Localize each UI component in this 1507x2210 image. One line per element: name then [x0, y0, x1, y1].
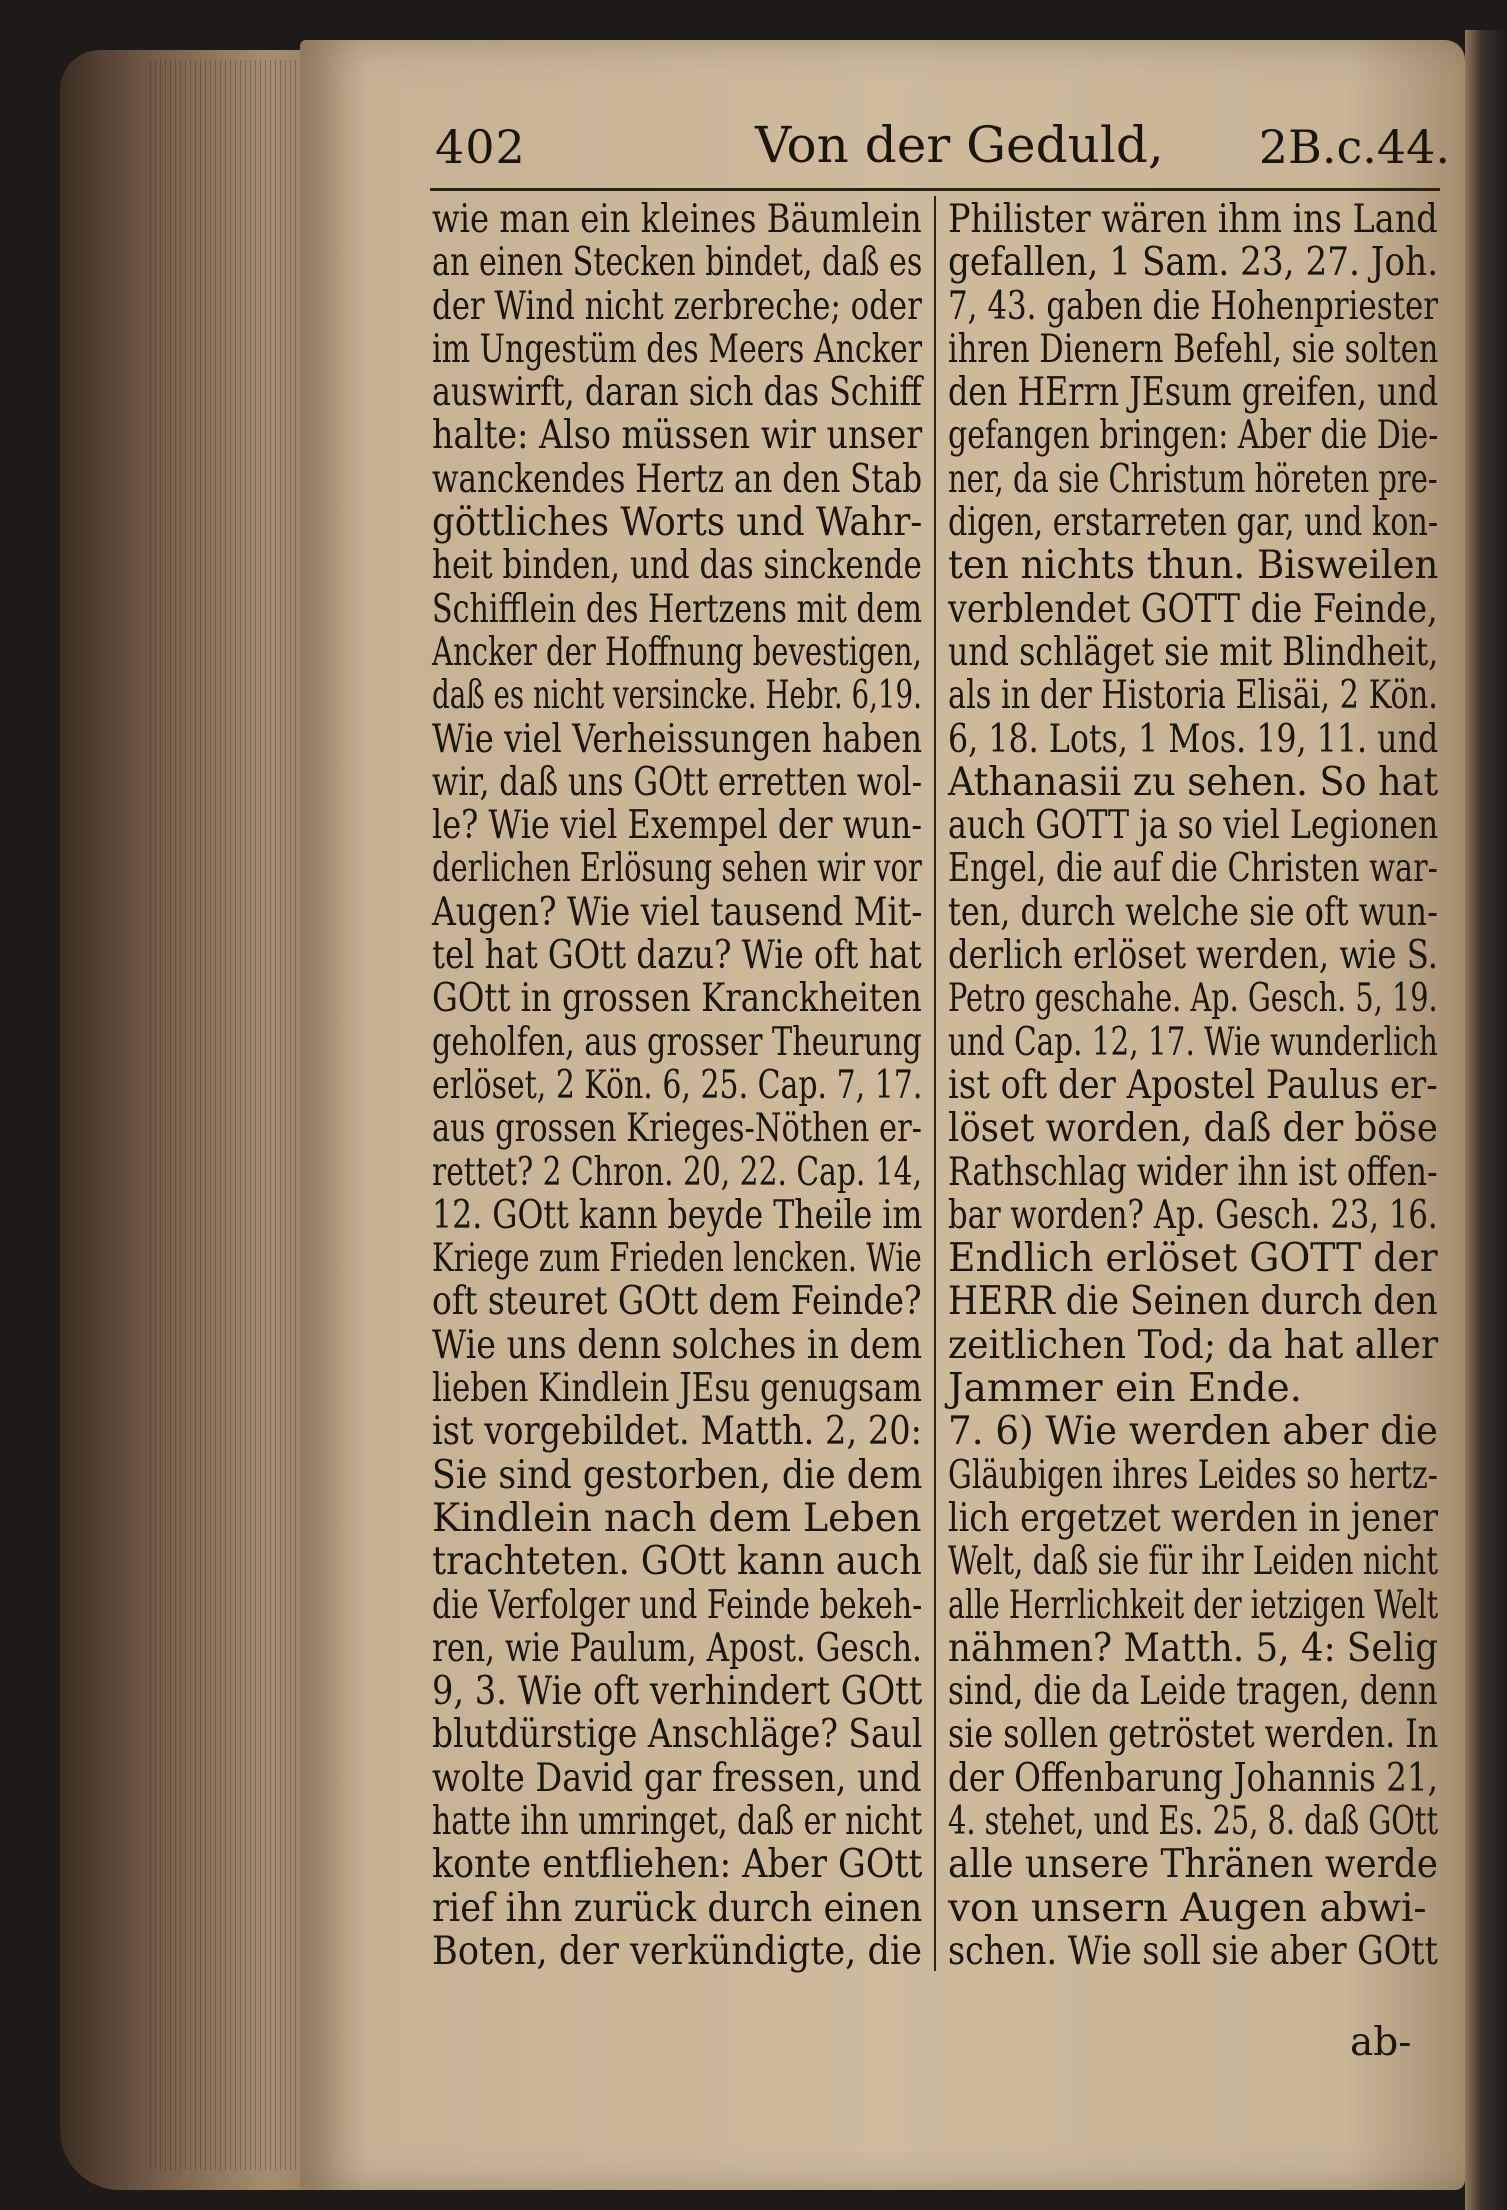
- text-line: und schläget sie mit Blindheit,: [948, 629, 1439, 675]
- text-line: 12. GOtt kann beyde Theile im: [432, 1192, 923, 1238]
- text-line: HERR die Seinen durch den: [948, 1279, 1438, 1325]
- header-rule: [430, 188, 1440, 191]
- text-line: Ancker der Hoffnung bevestigen,: [432, 629, 922, 675]
- gutter-shadow: [1465, 30, 1507, 2210]
- chapter-reference: 2B.c.44.: [1258, 120, 1450, 174]
- text-line: lich ergetzet werden in jener: [948, 1495, 1439, 1541]
- right-text-column: [948, 198, 1448, 1973]
- text-line: wie man ein kleines Bäumlein: [432, 197, 922, 242]
- text-line: konte entfliehen: Aber GOtt: [432, 1842, 923, 1888]
- text-line: ten, durch welche sie oft wun-: [948, 889, 1438, 935]
- text-line: digen, erstarreten gar, und kon-: [948, 500, 1439, 546]
- text-line: geholfen, aus grosser Theurung: [432, 1019, 922, 1065]
- text-line: Wie viel Verheissungen haben: [432, 716, 923, 762]
- page-edges: [150, 60, 310, 2170]
- text-line: auswirft, daran sich das Schiff: [432, 370, 922, 416]
- text-line: gefallen, 1 Sam. 23, 27. Joh.: [948, 240, 1439, 286]
- text-line: heit binden, und das sinckende: [432, 543, 922, 589]
- text-line: nähmen? Matth. 5, 4: Selig: [948, 1625, 1439, 1671]
- text-line: derlichen Erlösung sehen wir vor: [432, 846, 922, 892]
- left-text-column: [432, 198, 932, 1973]
- text-line: le? Wie viel Exempel der wun-: [432, 803, 922, 849]
- page-header: [435, 116, 1450, 180]
- text-line: Gläubigen ihres Leides so hertz-: [948, 1452, 1438, 1498]
- text-line: ten nichts thun. Bisweilen: [948, 543, 1439, 589]
- text-line: Jammer ein Ende.: [948, 1366, 1303, 1412]
- text-line: derlich erlöset werden, wie S.: [948, 933, 1438, 979]
- text-line: wanckendes Hertz an den Stab: [432, 456, 923, 502]
- text-line: blutdürstige Anschläge? Saul: [432, 1712, 923, 1758]
- text-line: auch GOTT ja so viel Legionen: [948, 803, 1439, 849]
- text-line: Philister wären ihm ins Land: [948, 197, 1438, 242]
- text-line: schen. Wie soll sie aber GOtt: [948, 1928, 1438, 1974]
- text-line: der Wind nicht zerbreche; oder: [432, 283, 922, 329]
- text-line: rief ihn zurück durch einen: [432, 1885, 923, 1931]
- text-line: Endlich erlöset GOTT der: [948, 1236, 1438, 1282]
- text-line: Kriege zum Frieden lencken. Wie: [432, 1236, 922, 1282]
- text-line: verblendet GOTT die Feinde,: [948, 586, 1438, 632]
- text-line: GOtt in grossen Kranckheiten: [432, 976, 922, 1022]
- running-title: Von der Geduld,: [755, 116, 1164, 174]
- text-line: sie sollen getröstet werden. In: [948, 1712, 1439, 1758]
- text-line: lieben Kindlein JEsu genugsam: [432, 1366, 922, 1412]
- text-line: ihren Dienern Befehl, sie solten: [948, 326, 1439, 372]
- text-line: an einen Stecken bindet, daß es: [432, 240, 923, 286]
- text-line: rettet? 2 Chron. 20, 22. Cap. 14,: [432, 1149, 923, 1195]
- text-line: ren, wie Paulum, Apost. Gesch.: [432, 1625, 922, 1671]
- text-line: Petro geschahe. Ap. Gesch. 5, 19.: [948, 976, 1438, 1022]
- text-line: göttliches Worts und Wahr-: [432, 500, 923, 546]
- text-line: ner, da sie Christum höreten pre-: [948, 456, 1438, 502]
- text-line: 7, 43. gaben die Hohenpriester: [948, 283, 1439, 329]
- page-number: 402: [435, 120, 526, 174]
- text-line: Kindlein nach dem Leben: [432, 1495, 922, 1541]
- text-line: aus grossen Krieges-Nöthen er-: [432, 1106, 922, 1152]
- text-line: Engel, die auf die Christen war-: [948, 846, 1438, 892]
- text-line: daß es nicht versincke. Hebr. 6,19.: [432, 673, 922, 719]
- text-line: Boten, der verkündigte, die: [432, 1928, 922, 1974]
- text-line: 7. 6) Wie werden aber die: [948, 1409, 1438, 1455]
- text-line: löset worden, daß der böse: [948, 1106, 1438, 1152]
- text-line: Wie uns denn solches in dem: [432, 1322, 923, 1368]
- text-line: gefangen bringen: Aber die Die-: [948, 413, 1439, 459]
- text-line: Sie sind gestorben, die dem: [432, 1452, 923, 1498]
- text-line: von unsern Augen abwi-: [948, 1885, 1427, 1931]
- text-line: bar worden? Ap. Gesch. 23, 16.: [948, 1192, 1438, 1238]
- text-line: Welt, daß sie für ihr Leiden nicht: [948, 1539, 1439, 1585]
- text-line: 9, 3. Wie oft verhindert GOtt: [432, 1669, 923, 1715]
- text-line: im Ungestüm des Meers Ancker: [432, 326, 923, 372]
- text-line: wolte David gar fressen, und: [432, 1755, 922, 1801]
- text-line: erlöset, 2 Kön. 6, 25. Cap. 7, 17.: [432, 1062, 923, 1108]
- text-line: alle unsere Thränen werde: [948, 1842, 1439, 1888]
- text-line: wir, daß uns GOtt erretten wol-: [432, 759, 923, 805]
- text-line: alle Herrlichkeit der ietzigen Welt: [948, 1582, 1439, 1628]
- text-line: die Verfolger und Feinde bekeh-: [432, 1582, 923, 1628]
- text-line: 4. stehet, und Es. 25, 8. daß GOtt: [948, 1798, 1439, 1844]
- text-line: zeitlichen Tod; da hat aller: [948, 1322, 1439, 1368]
- text-line: tel hat GOtt dazu? Wie oft hat: [432, 933, 922, 979]
- text-line: halte: Also müssen wir unser: [432, 413, 923, 459]
- text-line: ist oft der Apostel Paulus er-: [948, 1062, 1438, 1108]
- text-line: Augen? Wie viel tausend Mit-: [432, 889, 923, 935]
- catchword: ab-: [1350, 2020, 1412, 2065]
- text-line: Rathschlag wider ihn ist offen-: [948, 1149, 1438, 1195]
- text-line: oft steuret GOtt dem Feinde?: [432, 1279, 922, 1325]
- text-line: ist vorgebildet. Matth. 2, 20:: [432, 1409, 922, 1455]
- text-line: als in der Historia Elisäi, 2 Kön.: [948, 673, 1438, 719]
- text-line: hatte ihn umringet, daß er nicht: [432, 1798, 923, 1844]
- text-line: den HErrn JEsum greifen, und: [948, 370, 1439, 416]
- text-line: der Offenbarung Johannis 21,: [948, 1755, 1439, 1801]
- text-line: sind, die da Leide tragen, denn: [948, 1669, 1438, 1715]
- text-line: Schifflein des Hertzens mit dem: [432, 586, 922, 632]
- text-line: trachteten. GOtt kann auch: [432, 1539, 922, 1585]
- text-line: 6, 18. Lots, 1 Mos. 19, 11. und: [948, 716, 1439, 762]
- text-line: Athanasii zu sehen. So hat: [948, 759, 1439, 805]
- text-line: und Cap. 12, 17. Wie wunderlich: [948, 1019, 1438, 1065]
- column-divider: [934, 196, 936, 1971]
